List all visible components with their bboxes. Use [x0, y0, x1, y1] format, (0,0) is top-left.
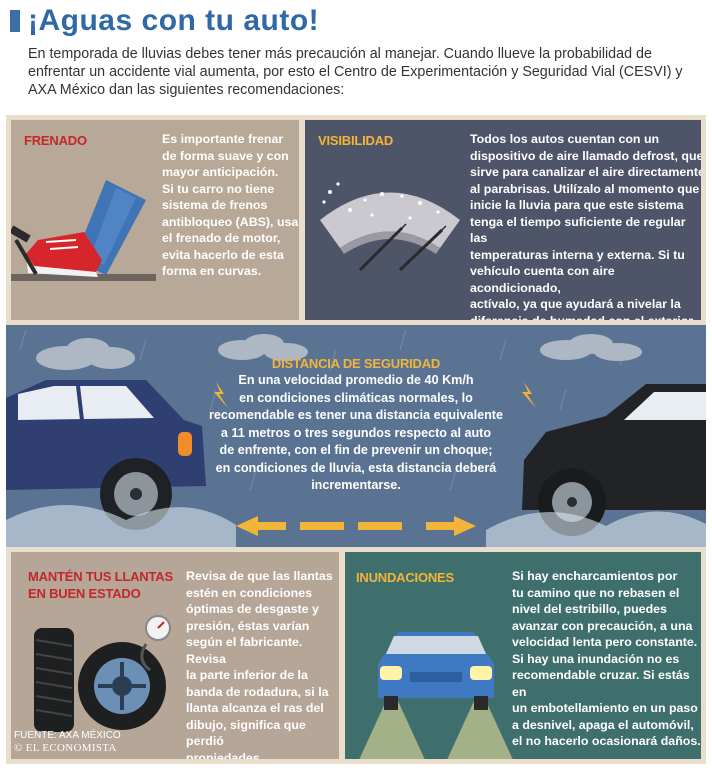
inundaciones-line: avanzar con precaución, a una	[512, 618, 693, 633]
inundaciones-line: recomendable cruzar. Si estás en	[512, 668, 690, 699]
distancia-line: a 11 metros o tres segundos respecto al auto	[220, 425, 492, 440]
inundaciones-line: a desnivel, apaga el automóvil,	[512, 717, 694, 732]
distancia-line: recomendable es tener una distancia equivalente	[209, 408, 503, 422]
distancia-line: En una velocidad promedio de 40 Km/h	[238, 373, 474, 387]
llantas-line: presión, éstas varían	[186, 618, 310, 633]
frenado-line: de forma suave y con	[162, 148, 289, 163]
inundaciones-line: Si hay encharcamientos por	[512, 569, 678, 583]
distancia-line: de enfrente, con el fin de prevenir un choque;	[219, 443, 493, 457]
publisher-logo: © EL ECONOMISTA	[14, 742, 117, 754]
distancia-line: en condiciones de lluvia, esta distancia deberá	[215, 460, 497, 475]
frenado-line: sistema de frenos	[162, 198, 268, 212]
page-title: ¡Aguas con tu auto!	[28, 4, 320, 37]
llantas-heading-line: MANTÉN TUS LLANTAS	[28, 569, 173, 584]
inundaciones-line: velocidad lenta pero constante.	[512, 635, 698, 649]
frenado-line: el frenado de motor,	[162, 231, 281, 245]
llantas-line: óptimas de desgaste y	[186, 602, 319, 616]
visibilidad-heading: VISIBILIDAD	[318, 133, 394, 148]
distancia-line: incrementarse.	[311, 478, 401, 492]
visibilidad-line: al parabrisas. Utilízalo al momento que	[470, 181, 700, 196]
frenado-line: forma en curvas.	[162, 264, 262, 278]
frame-divider-bottom	[339, 547, 345, 764]
frenado-line: evita hacerlo de esta	[162, 247, 284, 262]
visibilidad-line: vehículo cuenta con aire acondicionado,	[470, 264, 615, 295]
frenado-line: mayor anticipación.	[162, 165, 279, 179]
llantas-line: Revisa de que las llantas	[186, 569, 333, 583]
frenado-line: Si tu carro no tiene	[162, 181, 275, 196]
source-label: FUENTE: AXA MÉXICO	[14, 730, 121, 741]
visibilidad-line: sirve para canalizar el aire directamente	[470, 165, 705, 179]
frame-top-row	[6, 115, 706, 325]
intro-paragraph: En temporada de lluvias debes tener más precaución al manejar. Cuando llueve la probabilidad de enfrentar un accidente vial aumenta, por esto el Centro de Experimentación y Seguridad Vial (CESVI) y AXA México dan las siguientes recomendaciones:	[28, 46, 683, 98]
inundaciones-line: un embotellamiento en un paso	[512, 701, 698, 715]
distance-arrows	[236, 516, 476, 536]
visibilidad-line: tenga el tiempo suficiente de regular las	[470, 214, 686, 245]
credits	[14, 730, 121, 754]
visibilidad-line: Todos los autos cuentan con un	[470, 132, 660, 146]
inundaciones-heading: INUNDACIONES	[356, 570, 454, 585]
llantas-line: según el fabricante. Revisa	[186, 635, 303, 666]
distancia-text	[156, 372, 556, 495]
frenado-line: antibloqueo (ABS), usa	[162, 214, 299, 229]
visibilidad-line: inicie la lluvia para que este sistema	[470, 198, 684, 212]
llantas-line: la parte inferior de la	[186, 668, 308, 682]
frenado-line: Es importante frenar	[162, 132, 284, 146]
visibilidad-line: temperaturas interna y externa. Si tu	[470, 247, 685, 262]
llantas-line: llanta alcanza el ras del	[186, 701, 324, 715]
inundaciones-line: el no hacerlo ocasionará daños.	[512, 734, 701, 748]
llantas-line: estén en condiciones	[186, 585, 313, 600]
visibilidad-line: actívalo, ya que ayudará a nivelar la	[470, 297, 681, 311]
inundaciones-line: nivel del estribillo, puedes	[512, 602, 667, 616]
llantas-line: banda de rodadura, si la	[186, 684, 329, 699]
panel-distancia	[6, 320, 706, 552]
distancia-heading: DISTANCIA DE SEGURIDAD	[271, 356, 441, 371]
llantas-line: propiedades.	[186, 750, 264, 765]
inundaciones-line: Si hay una inundación no es	[512, 651, 680, 666]
frame-divider-top	[299, 115, 305, 325]
llantas-heading-line: EN BUEN ESTADO	[28, 586, 141, 601]
inundaciones-line: tu camino que no rebasen el	[512, 585, 680, 600]
frenado-heading: FRENADO	[24, 133, 87, 148]
llantas-line: dibujo, significa que perdió	[186, 717, 306, 748]
visibilidad-line: dispositivo de aire llamado defrost, que	[470, 148, 704, 163]
publisher-name: EL ECONOMISTA	[25, 742, 117, 754]
distancia-line: en condiciones climáticas normales, lo	[239, 390, 473, 405]
title-accent-bar	[10, 10, 20, 32]
